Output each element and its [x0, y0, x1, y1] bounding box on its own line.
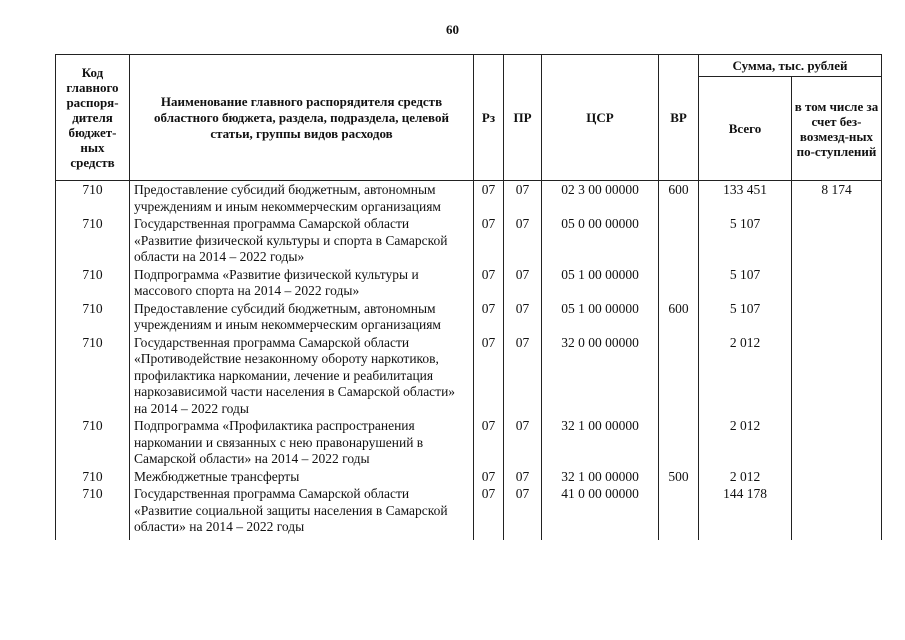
cell-rz: 07: [474, 215, 504, 266]
cell-pr: 07: [504, 181, 542, 216]
header-code: Код главного распоря-дителя бюджет-ных средств: [56, 55, 130, 181]
cell-csr: 05 1 00 00000: [542, 300, 659, 334]
cell-rz: 07: [474, 417, 504, 468]
cell-rz: 07: [474, 485, 504, 540]
cell-pr: 07: [504, 485, 542, 540]
cell-vr: [659, 215, 699, 266]
cell-rz: 07: [474, 334, 504, 418]
cell-csr: 32 0 00 00000: [542, 334, 659, 418]
cell-code: 710: [56, 300, 130, 334]
header-name: Наименование главного распорядителя средств областного бюджета, раздела, подраздела, целевой статьи, группы видов расходов: [130, 55, 474, 181]
table-row: [56, 300, 882, 334]
cell-rz: 07: [474, 300, 504, 334]
cell-vr: 600: [659, 300, 699, 334]
cell-free: [792, 300, 882, 334]
cell-pr: 07: [504, 417, 542, 468]
cell-code: 710: [56, 468, 130, 486]
cell-vr: [659, 266, 699, 300]
cell-pr: 07: [504, 334, 542, 418]
budget-table: [55, 54, 882, 540]
cell-free: [792, 266, 882, 300]
cell-free: [792, 215, 882, 266]
cell-name: Подпрограмма «Профилактика распространения наркомании и связанных с нею правонарушений в Самарской области» на 2014 – 2022 годы: [130, 417, 474, 468]
cell-name: Предоставление субсидий бюджетным, автономным учреждениям и иным некоммерческим организациям: [130, 300, 474, 334]
cell-total: 5 107: [699, 300, 792, 334]
table-row: [56, 417, 882, 468]
cell-vr: [659, 485, 699, 540]
cell-rz: 07: [474, 266, 504, 300]
header-pr: ПР: [504, 55, 542, 181]
cell-free: [792, 334, 882, 418]
header-csr: ЦСР: [542, 55, 659, 181]
header-sum: Сумма, тыс. рублей: [699, 55, 882, 77]
cell-rz: 07: [474, 181, 504, 216]
cell-vr: [659, 334, 699, 418]
table-row: [56, 266, 882, 300]
cell-free: [792, 468, 882, 486]
header-vr: ВР: [659, 55, 699, 181]
cell-code: 710: [56, 181, 130, 216]
cell-vr: 600: [659, 181, 699, 216]
page-number: 60: [446, 22, 459, 37]
table-row: [56, 215, 882, 266]
cell-total: 2 012: [699, 468, 792, 486]
cell-code: 710: [56, 334, 130, 418]
cell-pr: 07: [504, 300, 542, 334]
cell-name: Предоставление субсидий бюджетным, автономным учреждениям и иным некоммерческим организациям: [130, 181, 474, 216]
header-total: Всего: [699, 77, 792, 181]
cell-total: 133 451: [699, 181, 792, 216]
table-row: [56, 334, 882, 418]
cell-code: 710: [56, 485, 130, 540]
table-header: [56, 55, 882, 181]
cell-pr: 07: [504, 468, 542, 486]
cell-total: 2 012: [699, 417, 792, 468]
table-row: [56, 485, 882, 540]
header-free: в том числе за счет без-возмезд-ных по-ступлений: [792, 77, 882, 181]
cell-total: 5 107: [699, 215, 792, 266]
cell-free: [792, 417, 882, 468]
cell-free: 8 174: [792, 181, 882, 216]
cell-vr: [659, 417, 699, 468]
cell-free: [792, 485, 882, 540]
cell-code: 710: [56, 417, 130, 468]
cell-pr: 07: [504, 266, 542, 300]
cell-csr: 41 0 00 00000: [542, 485, 659, 540]
cell-code: 710: [56, 215, 130, 266]
cell-csr: 05 0 00 00000: [542, 215, 659, 266]
cell-csr: 02 3 00 00000: [542, 181, 659, 216]
cell-csr: 32 1 00 00000: [542, 468, 659, 486]
cell-name: Государственная программа Самарской области «Противодействие незаконному обороту наркотиков, профилактика наркомании, лечение и реабилитация наркозависимой части населения в Самарской области» на 2014 – 2022 годы: [130, 334, 474, 418]
cell-total: 2 012: [699, 334, 792, 418]
cell-csr: 32 1 00 00000: [542, 417, 659, 468]
header-rz: Рз: [474, 55, 504, 181]
cell-code: 710: [56, 266, 130, 300]
cell-name: Государственная программа Самарской области «Развитие социальной защиты населения в Самарской области» на 2014 – 2022 годы: [130, 485, 474, 540]
cell-name: Межбюджетные трансферты: [130, 468, 474, 486]
cell-name: Подпрограмма «Развитие физической культуры и массового спорта на 2014 – 2022 годы»: [130, 266, 474, 300]
cell-name: Государственная программа Самарской области «Развитие физической культуры и спорта в Самарской области на 2014 – 2022 годы»: [130, 215, 474, 266]
cell-total: 5 107: [699, 266, 792, 300]
cell-total: 144 178: [699, 485, 792, 540]
cell-csr: 05 1 00 00000: [542, 266, 659, 300]
table-row: [56, 468, 882, 486]
cell-pr: 07: [504, 215, 542, 266]
table-row: [56, 181, 882, 216]
cell-vr: 500: [659, 468, 699, 486]
table-body: [56, 181, 882, 540]
cell-rz: 07: [474, 468, 504, 486]
